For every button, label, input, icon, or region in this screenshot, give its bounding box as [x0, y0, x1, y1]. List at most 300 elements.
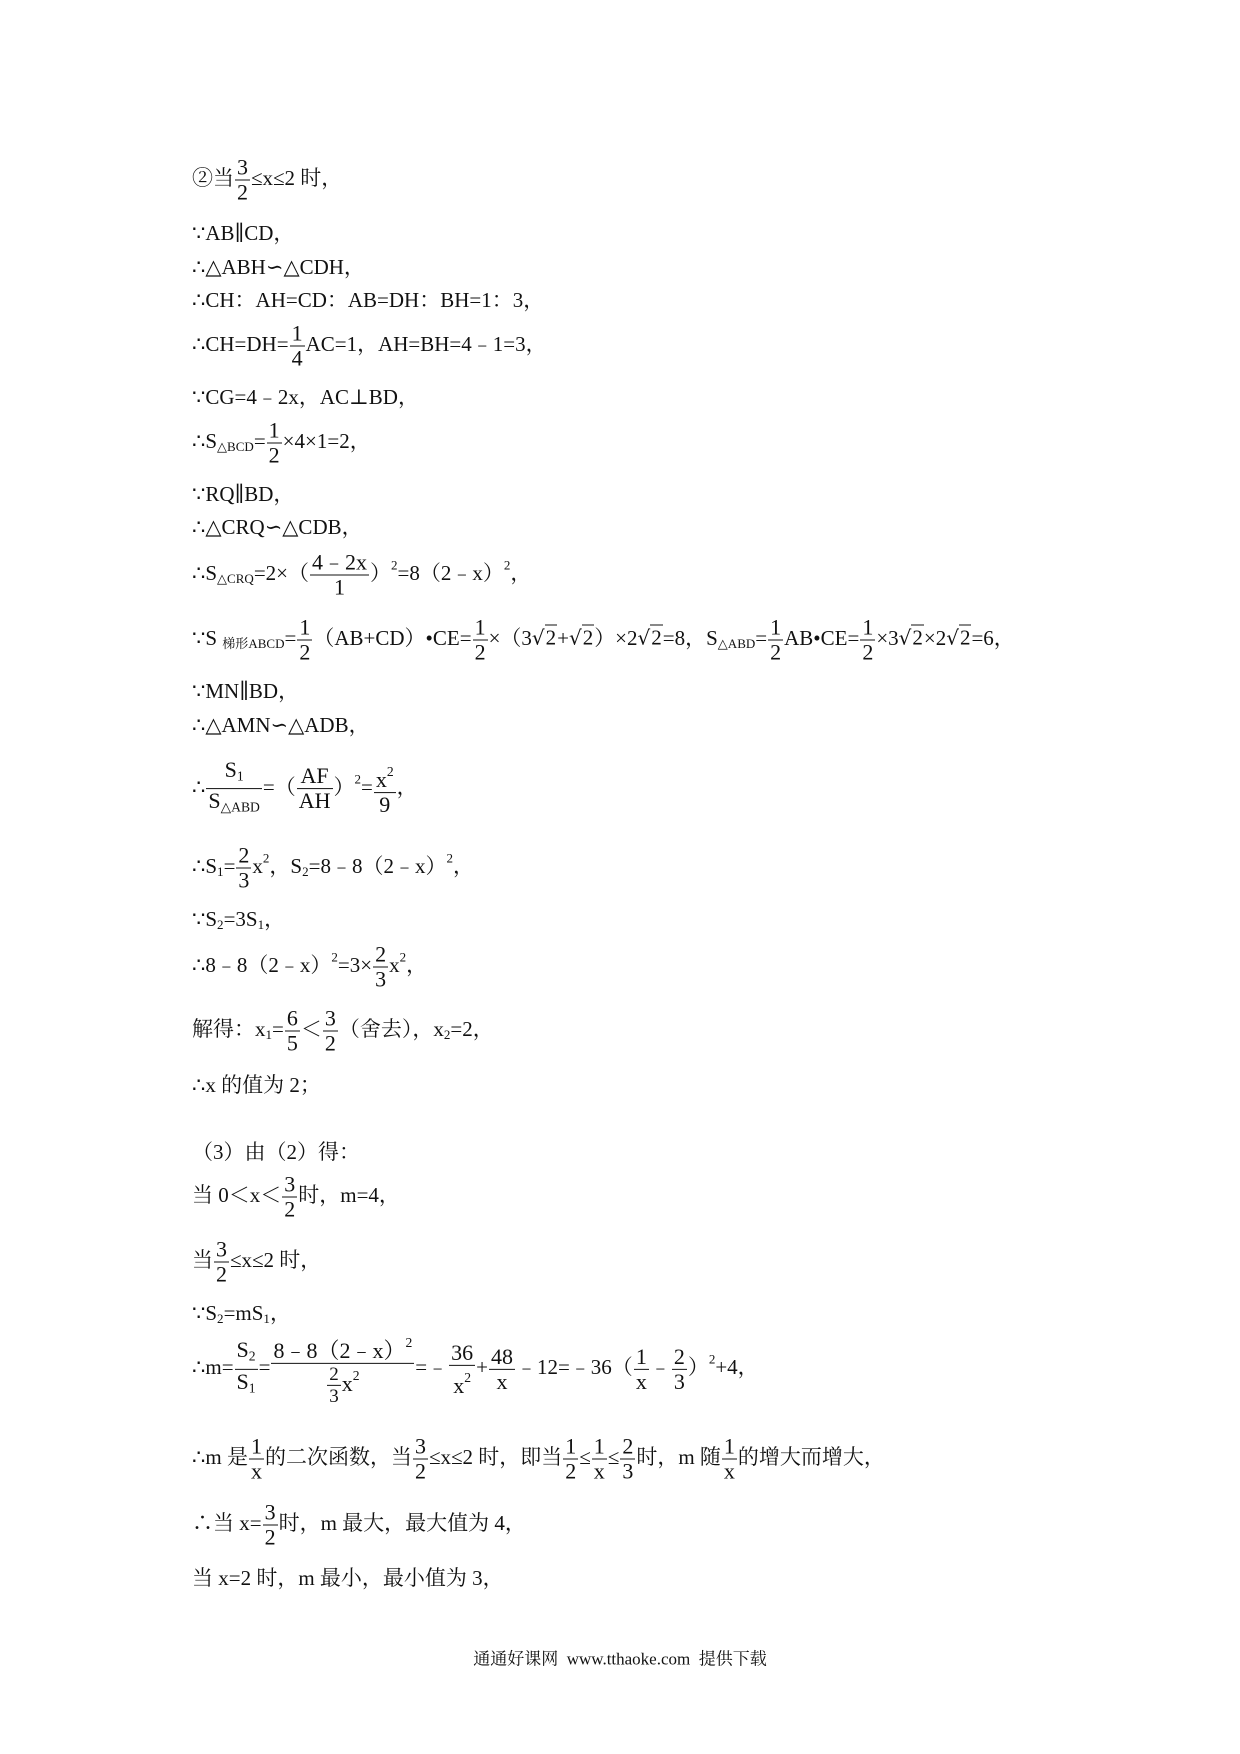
text-run: （3）由（2）得： — [192, 1140, 360, 1164]
radicand: 2 — [651, 625, 662, 650]
solution-line-27 — [192, 1564, 504, 1592]
superscript: 2 — [446, 850, 453, 866]
fraction — [373, 943, 388, 992]
solution-line-22 — [192, 1238, 321, 1287]
text-run: ∴△AMN∽△ADB， — [192, 713, 370, 737]
text-run: 2 — [264, 1524, 276, 1550]
text-run: ≤ — [607, 1444, 620, 1469]
fraction-denominator — [285, 1032, 300, 1056]
text-run: ＜ — [300, 1016, 322, 1041]
text-run: ×4×1=2， — [282, 428, 371, 453]
subscript: 梯形ABCD — [222, 636, 285, 652]
text-run: 1 — [268, 417, 280, 443]
superscript: 2 — [386, 764, 394, 780]
fraction — [285, 1007, 300, 1056]
fraction-numerator — [592, 1435, 607, 1460]
text-run: = — [755, 625, 768, 650]
fraction-denominator — [722, 1460, 737, 1484]
text-run: ， — [510, 560, 532, 585]
superscript: 2 — [464, 1369, 472, 1385]
subscript: 2 — [217, 1311, 224, 1327]
radicand: 2 — [959, 625, 971, 650]
fraction-numerator — [235, 1338, 258, 1369]
text-run: ∴8﹣8（2﹣x） — [192, 952, 332, 977]
text-run: ∴S — [192, 428, 218, 453]
subscript: 1 — [265, 1027, 273, 1043]
fraction — [634, 1345, 649, 1394]
text-run: ﹣ — [649, 1354, 671, 1379]
fraction-denominator — [235, 1370, 258, 1400]
solution-line-5 — [192, 322, 547, 371]
solution-line-4 — [192, 286, 544, 314]
fraction-denominator — [473, 641, 488, 665]
fraction-denominator — [563, 1460, 578, 1484]
fraction-denominator — [489, 1370, 515, 1394]
subscript: △ABD — [220, 799, 260, 815]
text-run: ∴m= — [192, 1354, 234, 1379]
text-run: 时，m=4， — [298, 1182, 400, 1207]
fraction — [206, 758, 262, 820]
footer-credit: 通通好课网 www.tthaoke.com 提供下载 — [473, 1649, 767, 1669]
fraction-denominator — [672, 1370, 687, 1394]
text-run: =3× — [337, 952, 373, 977]
text-run: =3S — [223, 906, 258, 931]
text-run: 2 — [673, 1343, 685, 1369]
solution-line-9 — [192, 513, 363, 541]
subscript: 1 — [217, 864, 224, 880]
fraction-numerator — [563, 1435, 578, 1460]
solution-line-15 — [192, 844, 474, 893]
text-run: 当 x=2 时，m 最小，最小值为 3， — [192, 1566, 504, 1590]
text-run: 2 — [238, 842, 250, 868]
fraction-denominator — [214, 1263, 229, 1287]
text-run: ≤x≤2 时， — [251, 165, 343, 190]
fraction — [323, 1007, 338, 1056]
fraction — [374, 761, 396, 818]
text-run: 3 — [237, 154, 248, 180]
fraction-denominator — [373, 968, 388, 992]
text-run: ∴S — [192, 853, 218, 878]
text-run: AF — [300, 763, 329, 789]
solution-line-14 — [192, 758, 418, 820]
text-run: 3 — [622, 1458, 634, 1484]
fraction — [267, 419, 282, 468]
text-run: ∴x 的值为 2； — [192, 1073, 321, 1097]
radicand: 2 — [912, 625, 923, 650]
fraction-denominator — [310, 576, 369, 600]
text-run: ） — [333, 774, 355, 799]
text-run: ≤x≤2 时，即当 — [428, 1444, 563, 1469]
text-run: 1 — [862, 614, 874, 640]
fraction-denominator — [592, 1460, 607, 1484]
text-run: ×2 — [923, 625, 947, 650]
text-run: S — [236, 1368, 249, 1394]
text-run: ∵CG=4﹣2x，AC⊥BD， — [192, 385, 419, 409]
fraction-denominator — [768, 641, 783, 665]
solution-line-26 — [192, 1501, 526, 1550]
text-run: 4 — [291, 345, 303, 371]
square-root — [532, 624, 557, 652]
fraction — [271, 1331, 414, 1407]
text-run: = — [272, 1016, 284, 1041]
text-run: = — [258, 1354, 271, 1379]
text-run: 1 — [250, 1433, 262, 1459]
solution-line-13 — [192, 711, 370, 739]
text-run: =2×（ — [253, 560, 310, 585]
text-run: 48 — [490, 1343, 513, 1369]
text-run: x — [252, 853, 263, 878]
square-root — [569, 624, 594, 652]
text-run: ， — [396, 774, 418, 799]
fraction-denominator — [282, 1198, 297, 1222]
text-run: ， — [269, 1300, 291, 1325]
text-run: 3 — [264, 1499, 276, 1525]
subscript: △ABD — [717, 636, 756, 652]
solution-line-8 — [192, 480, 294, 508]
text-run: 1 — [299, 614, 311, 640]
text-run: 1 — [770, 614, 782, 640]
text-run: 1 — [291, 320, 303, 346]
text-run: 2 — [862, 639, 874, 665]
text-run: x — [389, 952, 400, 977]
fraction — [235, 1338, 258, 1400]
square-root — [946, 624, 971, 652]
text-run: ∵RQ∥BD， — [192, 482, 295, 506]
fraction-numerator — [768, 616, 783, 641]
fraction — [297, 616, 312, 665]
text-run: x — [453, 1372, 465, 1398]
fraction-denominator — [620, 1460, 635, 1484]
solution-line-12 — [192, 677, 299, 705]
fraction — [563, 1435, 578, 1484]
text-run: ②当 — [192, 165, 234, 190]
subscript: 1 — [236, 768, 244, 784]
subscript: 1 — [257, 917, 265, 933]
fraction-numerator — [722, 1435, 737, 1460]
subscript: 2 — [302, 864, 309, 880]
fraction-numerator — [263, 1501, 278, 1526]
superscript: 2 — [391, 557, 398, 573]
text-run: ） — [687, 1354, 709, 1379]
fraction-numerator — [290, 322, 305, 347]
text-run: （AB+CD）•CE= — [313, 625, 472, 650]
fraction — [620, 1435, 635, 1484]
fraction-numerator — [235, 156, 250, 181]
fraction — [249, 1435, 264, 1484]
solution-line-19 — [192, 1071, 321, 1099]
fraction — [592, 1435, 607, 1484]
fraction-numerator — [413, 1435, 428, 1460]
text-run: 2 — [375, 941, 387, 967]
text-run: 2 — [237, 179, 248, 205]
text-run: = — [284, 625, 297, 650]
fraction-denominator — [327, 1386, 341, 1407]
subscript: 2 — [217, 917, 224, 933]
solution-line-3 — [192, 253, 365, 281]
solution-line-16 — [192, 905, 285, 939]
fraction-numerator — [267, 419, 282, 444]
text-run: 9 — [379, 792, 391, 818]
text-run: ， — [264, 906, 286, 931]
fraction — [282, 1173, 297, 1222]
subscript: △BCD — [217, 439, 254, 455]
fraction-denominator — [263, 1526, 278, 1550]
text-run: ，S — [269, 853, 303, 878]
text-run: 的二次函数，当 — [264, 1444, 412, 1469]
fraction-denominator — [634, 1370, 649, 1394]
text-run: ） — [370, 560, 392, 585]
text-run: ∴当 x= — [192, 1510, 262, 1535]
text-run: 4﹣2x — [312, 549, 368, 575]
text-run: 2 — [414, 1458, 426, 1484]
text-run: ， — [452, 853, 474, 878]
text-run: ∴CH：AH=CD：AB=DH：BH=1：3， — [192, 288, 545, 312]
text-run: ﹣12=﹣36（ — [515, 1354, 633, 1379]
text-run: ∵S — [192, 625, 223, 650]
fraction — [310, 551, 369, 600]
text-run: AB•CE= — [784, 625, 860, 650]
text-run: 8﹣8（2﹣x） — [273, 1337, 406, 1363]
text-run: 2 — [474, 639, 486, 665]
text-run: =8﹣8（2﹣x） — [308, 853, 447, 878]
text-run: 3 — [238, 867, 250, 893]
text-run: AC=1，AH=BH=4﹣1=3， — [305, 331, 547, 356]
text-run: S — [208, 788, 221, 814]
fraction — [489, 1345, 515, 1394]
text-run: 2 — [284, 1196, 296, 1222]
text-run: =mS — [223, 1300, 264, 1325]
fraction-numerator — [214, 1238, 229, 1263]
text-run: 3 — [414, 1433, 426, 1459]
text-run: = — [253, 428, 266, 453]
text-run: 3 — [284, 1171, 296, 1197]
text-run: 3 — [375, 966, 387, 992]
fraction-numerator — [620, 1435, 635, 1460]
solution-line-10 — [192, 551, 531, 600]
text-run: AH — [298, 788, 331, 814]
fraction-denominator — [206, 790, 262, 820]
text-run: 2 — [565, 1458, 577, 1484]
fraction-numerator — [282, 1173, 297, 1198]
radicand: 2 — [582, 625, 594, 650]
superscript: 2 — [352, 1367, 360, 1383]
fraction-denominator — [236, 869, 251, 893]
fraction — [722, 1435, 737, 1484]
text-run: x — [635, 1368, 647, 1394]
solution-line-17 — [192, 943, 427, 992]
text-run: 3 — [673, 1368, 685, 1394]
fraction — [290, 322, 305, 371]
fraction-numerator — [327, 1364, 341, 1386]
text-run: 时，m 随 — [636, 1444, 721, 1469]
fraction — [327, 1364, 341, 1407]
solution-line-18 — [192, 1007, 494, 1056]
fraction-denominator — [413, 1460, 428, 1484]
fraction — [768, 616, 783, 665]
text-run: 1 — [474, 614, 486, 640]
fraction — [235, 156, 250, 205]
text-run: = — [223, 853, 236, 878]
fraction-numerator — [374, 761, 396, 794]
text-run: 2 — [329, 1364, 339, 1386]
text-run: 1 — [334, 574, 346, 600]
text-run: 2 — [268, 442, 280, 468]
text-run: ∵AB∥CD， — [192, 221, 295, 245]
fraction — [473, 616, 488, 665]
text-run: 2 — [770, 639, 782, 665]
fraction-denominator — [249, 1460, 264, 1484]
text-run: （舍去），x — [338, 1016, 444, 1041]
text-run: x — [593, 1458, 605, 1484]
fraction-numerator — [236, 844, 251, 869]
text-run: 3 — [329, 1386, 339, 1408]
text-run: S — [236, 1337, 249, 1363]
text-run: 当 0＜x＜ — [192, 1182, 282, 1207]
text-run: 36 — [451, 1339, 474, 1365]
text-run: ， — [406, 952, 428, 977]
subscript: △CRQ — [217, 571, 254, 587]
text-run: x — [375, 767, 387, 793]
fraction-denominator — [235, 181, 250, 205]
fraction-denominator — [323, 1032, 338, 1056]
text-run: ≤x≤2 时， — [230, 1247, 322, 1272]
text-run: ≤ — [579, 1444, 591, 1469]
text-run: 2 — [324, 1030, 336, 1056]
text-run: 5 — [286, 1030, 298, 1056]
fraction-denominator — [297, 790, 333, 814]
text-run: 1 — [565, 1433, 577, 1459]
fraction — [297, 765, 333, 814]
fraction-numerator — [489, 1345, 515, 1370]
fraction-denominator — [374, 793, 396, 817]
text-run: 3 — [216, 1236, 227, 1262]
subscript: 2 — [248, 1348, 256, 1364]
solution-line-20 — [192, 1138, 360, 1166]
fraction-numerator — [373, 943, 388, 968]
text-run: ∴CH=DH= — [192, 331, 289, 356]
text-run: ∵S — [192, 906, 218, 931]
text-run: x — [496, 1368, 508, 1394]
text-run: ∵MN∥BD， — [192, 679, 300, 703]
superscript: 2 — [405, 1334, 413, 1350]
superscript: 2 — [708, 1351, 716, 1367]
fraction — [860, 616, 875, 665]
text-run: 2 — [299, 639, 311, 665]
text-run: 当 — [192, 1247, 213, 1272]
text-run: =6， — [971, 625, 1015, 650]
text-run: =（ — [262, 774, 296, 799]
fraction — [672, 1345, 687, 1394]
text-run: 1 — [635, 1343, 647, 1369]
text-run: = — [361, 774, 373, 799]
subscript: 2 — [443, 1027, 451, 1043]
fraction-denominator — [860, 641, 875, 665]
radicand: 2 — [545, 625, 557, 650]
superscript: 2 — [399, 949, 407, 965]
text-run: ∴△ABH∽△CDH， — [192, 255, 365, 279]
fraction-denominator — [271, 1364, 414, 1407]
text-run: ×3 — [876, 625, 899, 650]
superscript: 2 — [331, 949, 338, 965]
text-run: S — [224, 757, 237, 783]
superscript: 2 — [354, 771, 362, 787]
text-run: ×（3 — [488, 625, 532, 650]
fraction-numerator — [323, 1007, 338, 1032]
text-run: =﹣ — [415, 1354, 449, 1379]
text-run: 2 — [216, 1261, 227, 1287]
fraction-numerator — [634, 1345, 649, 1370]
fraction-numerator — [271, 1331, 414, 1364]
text-run: ∴S — [192, 560, 218, 585]
text-run: ∴ — [192, 774, 206, 799]
text-run: =2， — [450, 1016, 494, 1041]
text-run: 1 — [723, 1433, 735, 1459]
fraction-numerator — [297, 616, 312, 641]
superscript: 2 — [503, 557, 511, 573]
text-run: x — [250, 1458, 262, 1484]
text-run: 解得：x — [192, 1016, 266, 1041]
subscript: 1 — [263, 1311, 270, 1327]
fraction-numerator — [297, 765, 333, 790]
fraction — [449, 1341, 475, 1398]
fraction-numerator — [672, 1345, 687, 1370]
fraction-numerator — [473, 616, 488, 641]
solution-line-25 — [192, 1435, 885, 1484]
solution-line-21 — [192, 1173, 400, 1222]
text-run: ∵S — [192, 1300, 218, 1325]
fraction-denominator — [449, 1366, 475, 1398]
square-root — [899, 624, 924, 652]
text-run: + — [557, 625, 569, 650]
text-run: 时，m 最大，最大值为 4， — [278, 1510, 526, 1535]
text-run: x — [723, 1458, 735, 1484]
fraction — [413, 1435, 428, 1484]
text-run: 3 — [324, 1005, 336, 1031]
text-run: 2 — [622, 1433, 634, 1459]
solution-line-2 — [192, 219, 294, 247]
solution-line-1 — [192, 156, 342, 205]
fraction-denominator — [267, 444, 282, 468]
square-root — [638, 624, 663, 652]
solution-line-7 — [192, 419, 371, 468]
fraction-numerator — [449, 1341, 475, 1366]
text-run: x — [341, 1370, 353, 1396]
text-run: ∴△CRQ∽△CDB， — [192, 515, 363, 539]
text-run: 的增大而增大， — [737, 1444, 885, 1469]
solution-line-24 — [192, 1331, 759, 1407]
subscript: 1 — [248, 1379, 256, 1395]
fraction-numerator — [310, 551, 369, 576]
fraction-numerator — [206, 758, 262, 789]
text-run: +4， — [715, 1354, 759, 1379]
text-run: =8（2﹣x） — [397, 560, 504, 585]
solution-line-23 — [192, 1299, 291, 1333]
text-run: =8，S — [662, 625, 718, 650]
fraction — [236, 844, 251, 893]
text-run: ）×2 — [594, 625, 638, 650]
fraction-numerator — [860, 616, 875, 641]
solution-line-11 — [192, 616, 1015, 665]
text-run: ∴m 是 — [192, 1444, 248, 1469]
superscript: 2 — [262, 850, 270, 866]
text-run: 6 — [286, 1005, 298, 1031]
solution-line-6 — [192, 383, 419, 411]
fraction — [214, 1238, 229, 1287]
fraction-denominator — [297, 641, 312, 665]
fraction-numerator — [285, 1007, 300, 1032]
fraction — [263, 1501, 278, 1550]
text-run: 1 — [593, 1433, 605, 1459]
